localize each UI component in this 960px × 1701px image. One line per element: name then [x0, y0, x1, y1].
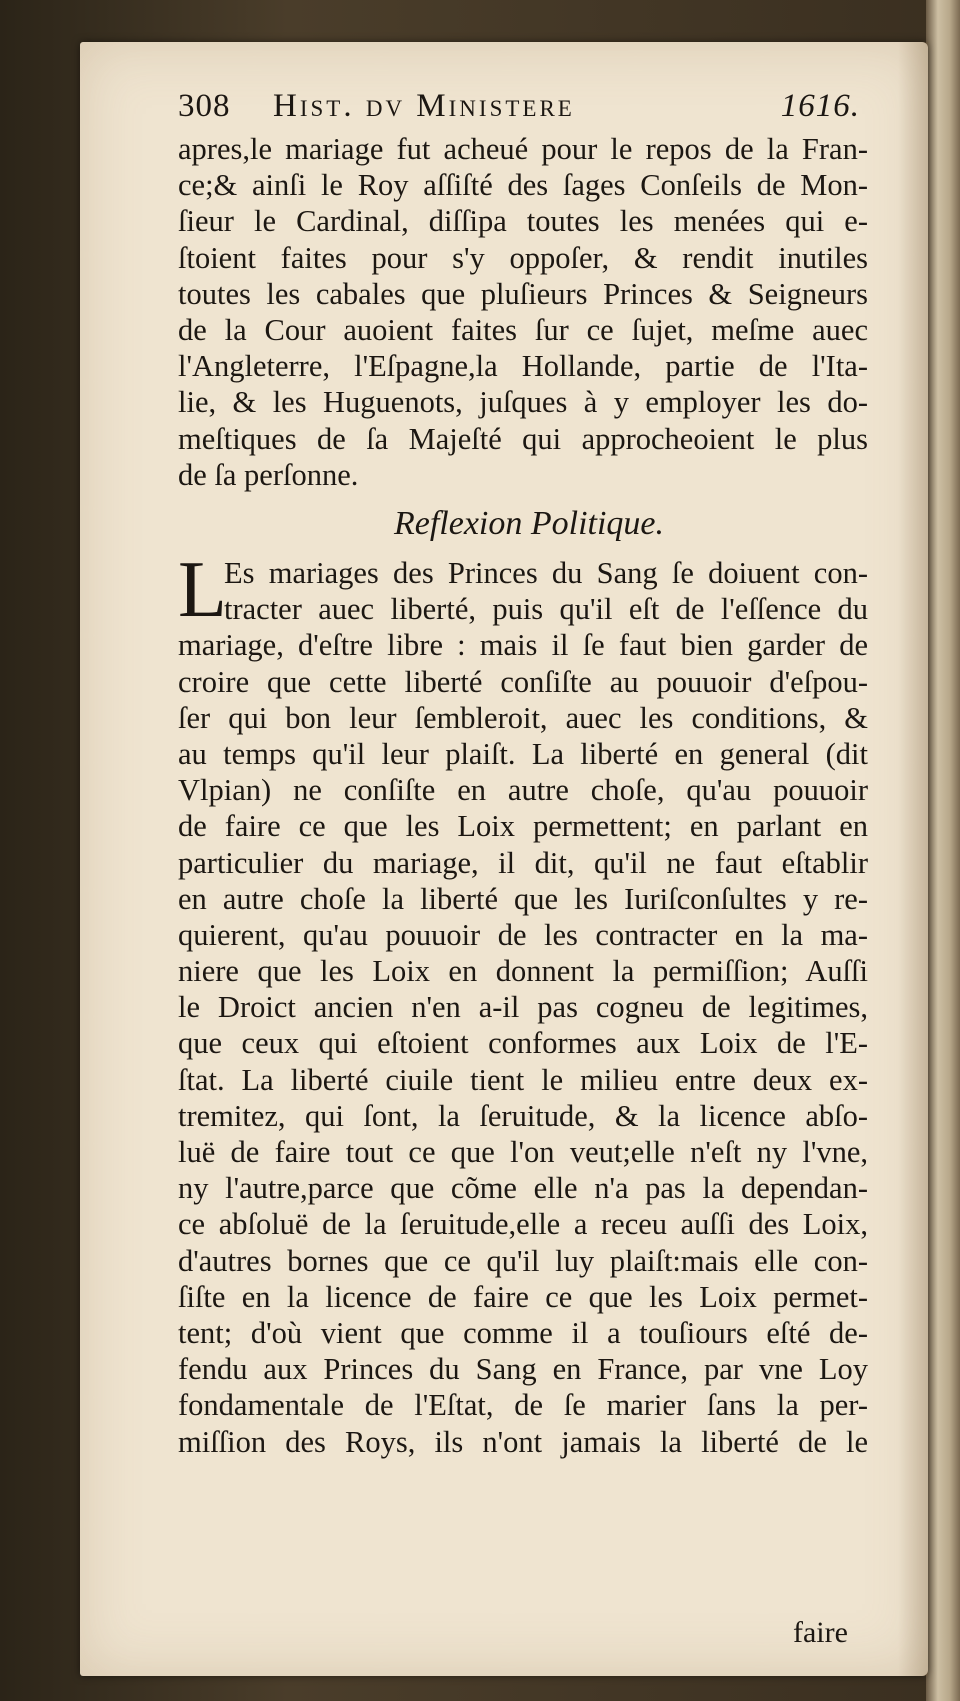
text-line: au temps qu'il leur plaiſt. La liberté en general (dit — [178, 736, 868, 771]
catchword: faire — [793, 1616, 848, 1649]
facing-page-edge — [926, 0, 960, 1701]
text-line: luë de faire tout ce que l'on veut;elle n'eſt ny l'vne, — [178, 1135, 868, 1169]
drop-cap: L — [178, 546, 227, 634]
running-title: Hist. dv Ministere — [273, 88, 575, 124]
text-line: ſtoient faites pour s'y oppoſer, & rendit inutiles — [178, 240, 868, 275]
text-line: ce abſoluë de la ſeruitude,elle a receu auſſi des Loix, — [178, 1207, 868, 1242]
text-line: toutes les cabales que pluſieurs Princes & Seigneurs — [178, 276, 868, 311]
page-number: 308 — [178, 88, 231, 124]
text-line: fendu aux Princes du Sang en France, par vne Loy — [178, 1352, 868, 1387]
text-line: ſiſte en la licence de faire ce que les Loix permet- — [178, 1279, 868, 1314]
text-line: ſieur le Cardinal, diſſipa toutes les menées qui e- — [178, 204, 868, 239]
text-line: ſer qui bon leur ſembleroit, auec les conditions, & — [178, 700, 868, 735]
page-gutter-shadow — [898, 42, 928, 1676]
text-line: miſſion des Roys, ils n'ont jamais la liberté de le — [178, 1424, 868, 1459]
running-header — [178, 88, 868, 136]
text-line: tremitez, qui ſont, la ſeruitude, & la licence abſo- — [178, 1098, 868, 1133]
text-line: mariage, d'eſtre libre : mais il ſe faut bien garder de — [178, 628, 868, 663]
text-line: tent; d'où vient que comme il a touſiours eſté de- — [178, 1315, 868, 1350]
text-line: niere que les Loix en donnent la permiſſion; Auſſi — [178, 954, 868, 989]
paragraph-continued — [178, 131, 868, 493]
text-line: ce;& ainſi le Roy aſſiſté des ſages Conſeils de Mon- — [178, 168, 868, 203]
reflexion-paragraph — [178, 546, 868, 1460]
text-line: ſtat. La liberté ciuile tient le milieu entre deux ex- — [178, 1062, 868, 1097]
header-year: 1616. — [780, 88, 860, 124]
text-line: croire que cette liberté conſiſte au pouuoir d'eſpou- — [178, 664, 868, 699]
section-title: Reflexion Politique. — [394, 505, 665, 542]
text-line: Es mariages des Princes du Sang ſe doiuent con- — [224, 556, 868, 590]
text-line: d'autres bornes que ce qu'il luy plaiſt:mais elle con- — [178, 1243, 868, 1278]
text-line: lie, & les Huguenots, juſques à y employer les do- — [178, 385, 868, 420]
text-line: particulier du mariage, il dit, qu'il ne faut eſtablir — [178, 845, 868, 880]
text-line: que ceux qui eſtoient conformes aux Loix de l'E- — [178, 1026, 868, 1061]
text-line: l'Angleterre, l'Eſpagne,la Hollande, partie de l'Ita- — [178, 349, 868, 384]
text-line: en autre choſe la liberté que les Iuriſconſultes y re- — [178, 881, 868, 916]
text-line: ny l'autre,parce que cõme elle n'a pas la dependan- — [178, 1171, 868, 1206]
text-line: de ſa perſonne. — [178, 457, 359, 492]
text-line: quierent, qu'au pouuoir de les contracter en la ma- — [178, 917, 868, 952]
text-line: meſtiques de ſa Majeſté qui approcheoient le plus — [178, 421, 868, 456]
text-line: le Droict ancien n'en a-il pas cogneu de legitimes, — [178, 990, 868, 1025]
text-line: tracter auec liberté, puis qu'il eſt de l'eſſence du — [224, 592, 868, 627]
text-line: apres,le mariage fut acheué pour le repos de la Fran- — [178, 132, 868, 166]
text-line: fondamentale de l'Eſtat, de ſe marier ſans la per- — [178, 1388, 868, 1423]
text-line: de la Cour auoient faites ſur ce ſujet, meſme auec — [178, 312, 868, 347]
text-line: de faire ce que les Loix permettent; en parlant en — [178, 809, 868, 844]
text-line: Vlpian) ne conſiſte en autre choſe, qu'au pouuoir — [178, 773, 868, 808]
